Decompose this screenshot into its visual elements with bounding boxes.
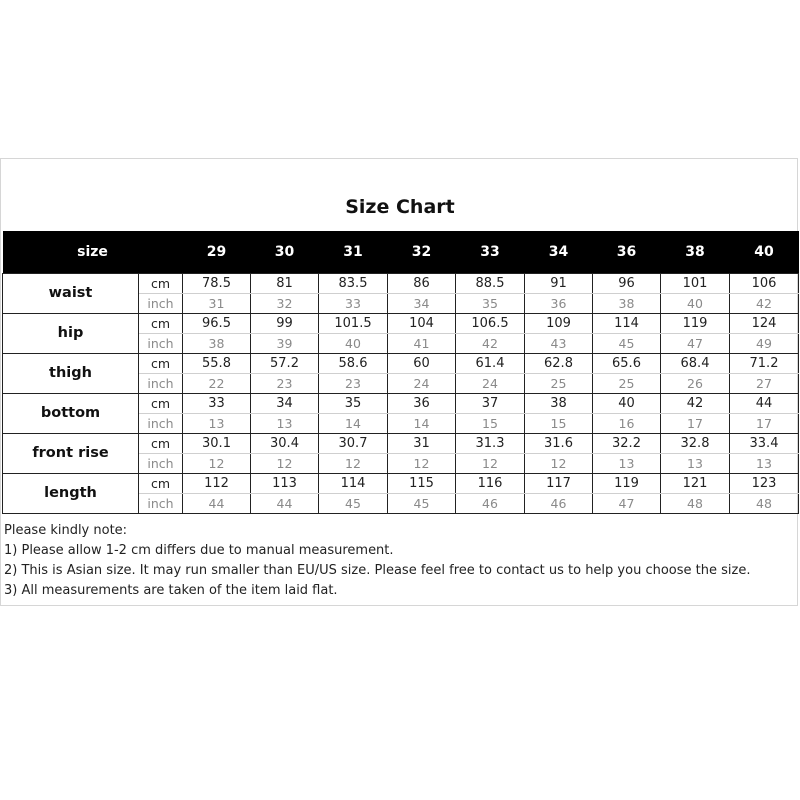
inch-value-cell: 45 bbox=[388, 493, 456, 513]
cm-value-cell: 61.4 bbox=[456, 353, 525, 373]
inch-value-cell: 42 bbox=[456, 333, 525, 353]
size-header-cell: 33 bbox=[456, 231, 525, 273]
cm-value-cell: 119 bbox=[593, 473, 661, 493]
unit-label: inch bbox=[139, 293, 183, 313]
notes-heading: Please kindly note: bbox=[4, 523, 128, 538]
inch-value-cell: 45 bbox=[593, 333, 661, 353]
cm-value-cell: 112 bbox=[183, 473, 251, 493]
cm-value-cell: 32.8 bbox=[661, 433, 730, 453]
size-header-cell: 30 bbox=[251, 231, 319, 273]
inch-value-cell: 48 bbox=[730, 493, 799, 513]
inch-value-cell: 25 bbox=[593, 373, 661, 393]
inch-value-cell: 27 bbox=[730, 373, 799, 393]
size-header-cell: 32 bbox=[388, 231, 456, 273]
table-row bbox=[3, 353, 799, 373]
cm-value-cell: 31 bbox=[388, 433, 456, 453]
inch-value-cell: 15 bbox=[456, 413, 525, 433]
inch-value-cell: 42 bbox=[730, 293, 799, 313]
page-title: Size Chart bbox=[345, 196, 455, 218]
inch-value-cell: 13 bbox=[593, 453, 661, 473]
inch-value-cell: 46 bbox=[456, 493, 525, 513]
note-item: 2) This is Asian size. It may run smaller than EU/US size. Please feel free to contact us to help you choose the size. bbox=[4, 563, 751, 578]
cm-value-cell: 30.7 bbox=[319, 433, 388, 453]
inch-value-cell: 41 bbox=[388, 333, 456, 353]
unit-label: inch bbox=[139, 493, 183, 513]
cm-value-cell: 104 bbox=[388, 313, 456, 333]
inch-value-cell: 12 bbox=[525, 453, 593, 473]
cm-value-cell: 81 bbox=[251, 273, 319, 293]
table-row bbox=[3, 313, 799, 333]
unit-label: cm bbox=[139, 313, 183, 333]
inch-value-cell: 31 bbox=[183, 293, 251, 313]
inch-value-cell: 17 bbox=[730, 413, 799, 433]
unit-label: inch bbox=[139, 333, 183, 353]
size-chart-table bbox=[2, 231, 799, 514]
inch-value-cell: 25 bbox=[525, 373, 593, 393]
inch-value-cell: 12 bbox=[456, 453, 525, 473]
cm-value-cell: 116 bbox=[456, 473, 525, 493]
cm-value-cell: 60 bbox=[388, 353, 456, 373]
cm-value-cell: 96 bbox=[593, 273, 661, 293]
unit-label: cm bbox=[139, 393, 183, 413]
cm-value-cell: 119 bbox=[661, 313, 730, 333]
cm-value-cell: 99 bbox=[251, 313, 319, 333]
cm-value-cell: 78.5 bbox=[183, 273, 251, 293]
cm-value-cell: 40 bbox=[593, 393, 661, 413]
inch-value-cell: 12 bbox=[319, 453, 388, 473]
inch-value-cell: 35 bbox=[456, 293, 525, 313]
cm-value-cell: 36 bbox=[388, 393, 456, 413]
size-chart-body bbox=[3, 273, 799, 513]
size-header-cell: 31 bbox=[319, 231, 388, 273]
inch-value-cell: 16 bbox=[593, 413, 661, 433]
inch-value-cell: 26 bbox=[661, 373, 730, 393]
inch-value-cell: 38 bbox=[593, 293, 661, 313]
cm-value-cell: 38 bbox=[525, 393, 593, 413]
inch-value-cell: 12 bbox=[251, 453, 319, 473]
cm-value-cell: 117 bbox=[525, 473, 593, 493]
measure-label: waist bbox=[3, 273, 139, 313]
inch-value-cell: 23 bbox=[319, 373, 388, 393]
size-header-cell: 38 bbox=[661, 231, 730, 273]
inch-value-cell: 24 bbox=[388, 373, 456, 393]
cm-value-cell: 101.5 bbox=[319, 313, 388, 333]
cm-value-cell: 109 bbox=[525, 313, 593, 333]
cm-value-cell: 57.2 bbox=[251, 353, 319, 373]
cm-value-cell: 83.5 bbox=[319, 273, 388, 293]
measure-label: hip bbox=[3, 313, 139, 353]
unit-label: inch bbox=[139, 453, 183, 473]
inch-value-cell: 48 bbox=[661, 493, 730, 513]
inch-value-cell: 14 bbox=[319, 413, 388, 433]
cm-value-cell: 33 bbox=[183, 393, 251, 413]
unit-label: cm bbox=[139, 473, 183, 493]
inch-value-cell: 13 bbox=[183, 413, 251, 433]
cm-value-cell: 114 bbox=[593, 313, 661, 333]
table-row bbox=[3, 433, 799, 453]
header-row bbox=[3, 231, 799, 273]
inch-value-cell: 44 bbox=[251, 493, 319, 513]
inch-value-cell: 44 bbox=[183, 493, 251, 513]
inch-value-cell: 47 bbox=[661, 333, 730, 353]
cm-value-cell: 34 bbox=[251, 393, 319, 413]
inch-value-cell: 13 bbox=[251, 413, 319, 433]
inch-value-cell: 13 bbox=[730, 453, 799, 473]
inch-value-cell: 32 bbox=[251, 293, 319, 313]
unit-label: cm bbox=[139, 353, 183, 373]
cm-value-cell: 62.8 bbox=[525, 353, 593, 373]
cm-value-cell: 68.4 bbox=[661, 353, 730, 373]
cm-value-cell: 86 bbox=[388, 273, 456, 293]
measure-label: bottom bbox=[3, 393, 139, 433]
size-header-cell: 34 bbox=[525, 231, 593, 273]
unit-label: cm bbox=[139, 273, 183, 293]
cm-value-cell: 35 bbox=[319, 393, 388, 413]
cm-value-cell: 124 bbox=[730, 313, 799, 333]
inch-value-cell: 46 bbox=[525, 493, 593, 513]
inch-value-cell: 40 bbox=[661, 293, 730, 313]
cm-value-cell: 106 bbox=[730, 273, 799, 293]
inch-value-cell: 12 bbox=[388, 453, 456, 473]
cm-value-cell: 37 bbox=[456, 393, 525, 413]
cm-value-cell: 55.8 bbox=[183, 353, 251, 373]
measure-label: length bbox=[3, 473, 139, 513]
cm-value-cell: 30.4 bbox=[251, 433, 319, 453]
size-header-label: size bbox=[3, 231, 183, 273]
cm-value-cell: 101 bbox=[661, 273, 730, 293]
inch-value-cell: 12 bbox=[183, 453, 251, 473]
cm-value-cell: 106.5 bbox=[456, 313, 525, 333]
cm-value-cell: 44 bbox=[730, 393, 799, 413]
measure-label: thigh bbox=[3, 353, 139, 393]
cm-value-cell: 33.4 bbox=[730, 433, 799, 453]
cm-value-cell: 121 bbox=[661, 473, 730, 493]
inch-value-cell: 23 bbox=[251, 373, 319, 393]
size-header-cell: 29 bbox=[183, 231, 251, 273]
inch-value-cell: 49 bbox=[730, 333, 799, 353]
cm-value-cell: 96.5 bbox=[183, 313, 251, 333]
table-row bbox=[3, 473, 799, 493]
inch-value-cell: 45 bbox=[319, 493, 388, 513]
cm-value-cell: 31.6 bbox=[525, 433, 593, 453]
inch-value-cell: 36 bbox=[525, 293, 593, 313]
cm-value-cell: 31.3 bbox=[456, 433, 525, 453]
cm-value-cell: 71.2 bbox=[730, 353, 799, 373]
notes-section bbox=[4, 521, 794, 601]
inch-value-cell: 15 bbox=[525, 413, 593, 433]
unit-label: cm bbox=[139, 433, 183, 453]
inch-value-cell: 34 bbox=[388, 293, 456, 313]
inch-value-cell: 38 bbox=[183, 333, 251, 353]
cm-value-cell: 65.6 bbox=[593, 353, 661, 373]
cm-value-cell: 115 bbox=[388, 473, 456, 493]
cm-value-cell: 42 bbox=[661, 393, 730, 413]
inch-value-cell: 17 bbox=[661, 413, 730, 433]
table-row bbox=[3, 273, 799, 293]
cm-value-cell: 114 bbox=[319, 473, 388, 493]
inch-value-cell: 47 bbox=[593, 493, 661, 513]
inch-value-cell: 40 bbox=[319, 333, 388, 353]
cm-value-cell: 58.6 bbox=[319, 353, 388, 373]
note-item: 3) All measurements are taken of the item laid flat. bbox=[4, 583, 338, 598]
inch-value-cell: 43 bbox=[525, 333, 593, 353]
cm-value-cell: 113 bbox=[251, 473, 319, 493]
cm-value-cell: 30.1 bbox=[183, 433, 251, 453]
cm-value-cell: 32.2 bbox=[593, 433, 661, 453]
inch-value-cell: 24 bbox=[456, 373, 525, 393]
unit-label: inch bbox=[139, 413, 183, 433]
inch-value-cell: 39 bbox=[251, 333, 319, 353]
cm-value-cell: 88.5 bbox=[456, 273, 525, 293]
inch-value-cell: 33 bbox=[319, 293, 388, 313]
cm-value-cell: 91 bbox=[525, 273, 593, 293]
cm-value-cell: 123 bbox=[730, 473, 799, 493]
size-header-cell: 36 bbox=[593, 231, 661, 273]
note-item: 1) Please allow 1-2 cm differs due to manual measurement. bbox=[4, 543, 394, 558]
measure-label: front rise bbox=[3, 433, 139, 473]
size-header-cell: 40 bbox=[730, 231, 799, 273]
inch-value-cell: 14 bbox=[388, 413, 456, 433]
table-row bbox=[3, 393, 799, 413]
inch-value-cell: 22 bbox=[183, 373, 251, 393]
unit-label: inch bbox=[139, 373, 183, 393]
inch-value-cell: 13 bbox=[661, 453, 730, 473]
